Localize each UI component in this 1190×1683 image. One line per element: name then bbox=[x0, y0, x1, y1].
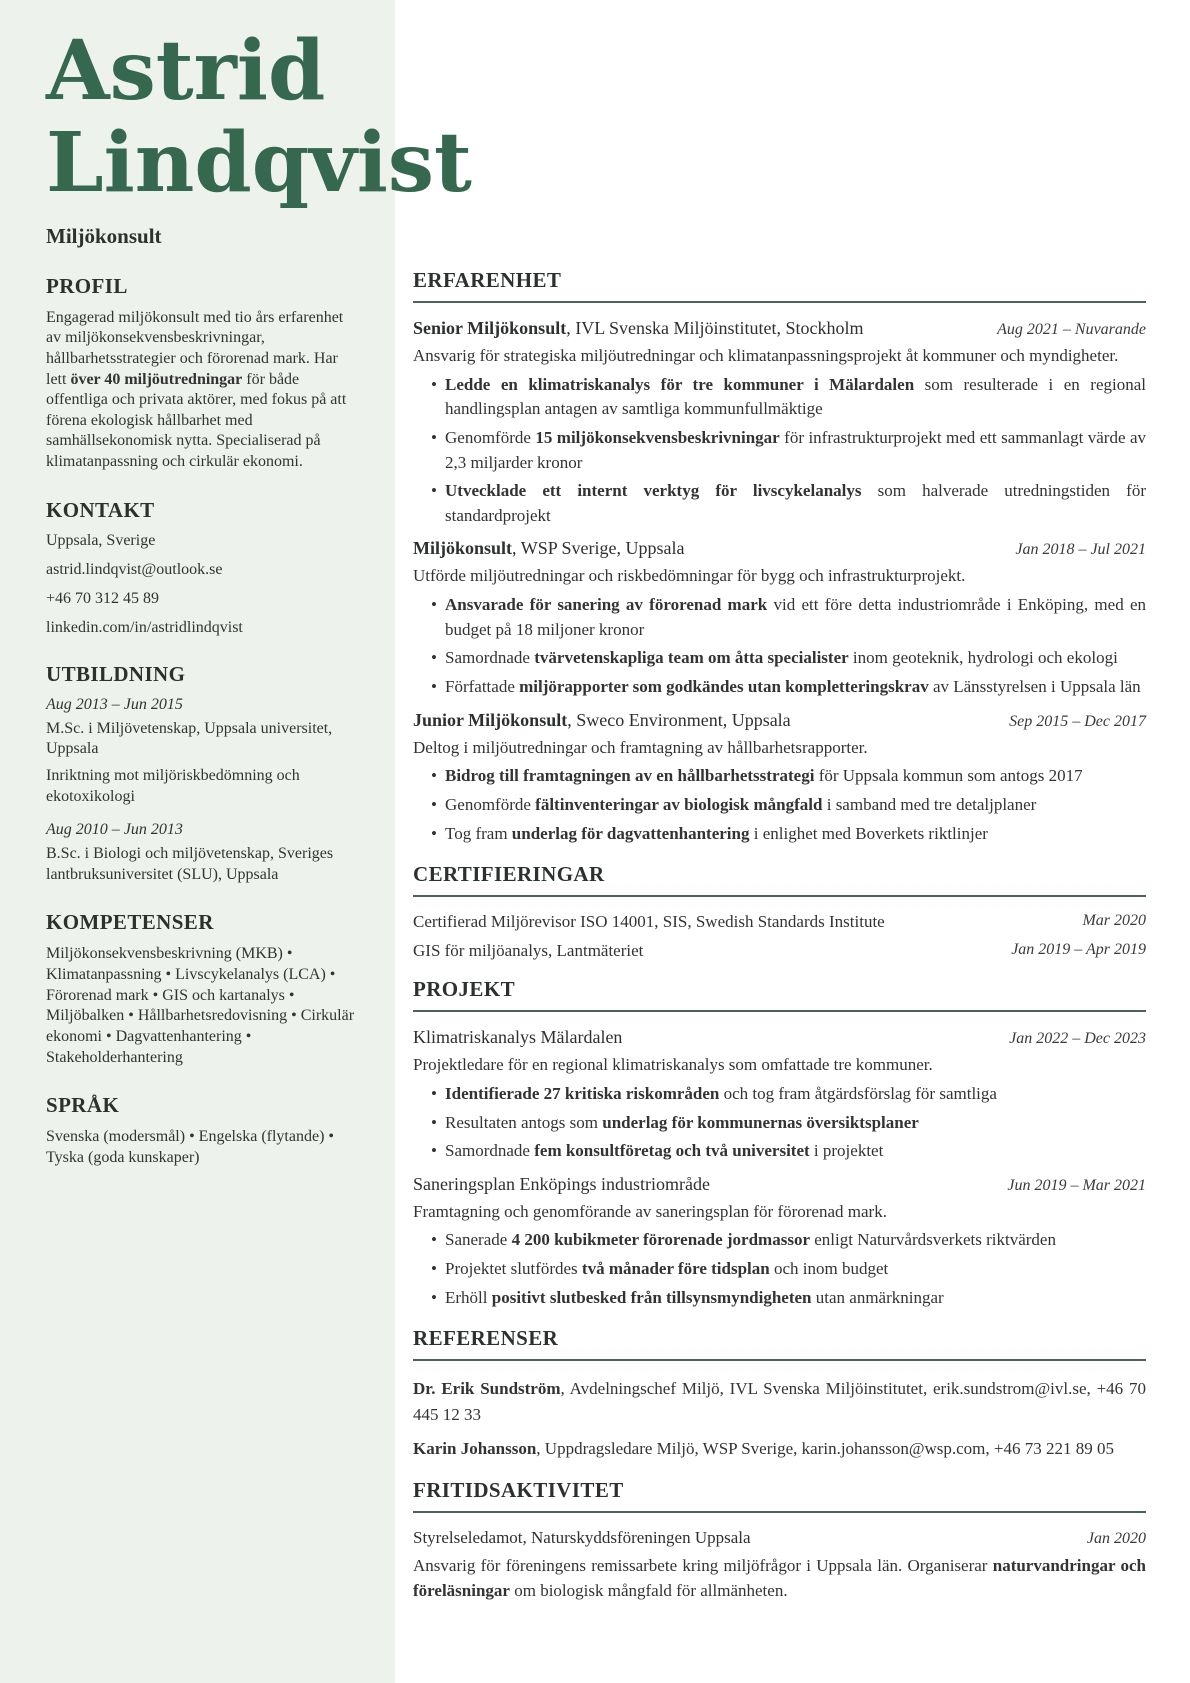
project-summary: Framtagning och genomförande av saneringsplan för förorenad mark. bbox=[413, 1201, 887, 1221]
references-heading: REFERENSER bbox=[413, 1326, 1146, 1361]
leisure-date: Jan 2020 bbox=[1086, 1529, 1146, 1547]
certification-row bbox=[413, 912, 1146, 932]
job-summary: Ansvarig för strategiska miljöutredningar och klimatanpassningsprojekt åt kommuner och myndigheter. bbox=[413, 346, 1119, 365]
experience-entry bbox=[413, 318, 1146, 528]
job-title-line bbox=[413, 318, 864, 339]
project-title: Klimatriskanalys Mälardalen bbox=[413, 1027, 623, 1048]
job-bullets bbox=[429, 373, 1146, 529]
job-bullet: • Ledde en klimatriskanalys för tre kommuner i Mälardalen som resulterade i en regional handlingsplan antagen av samtliga kommunfullmäktige bbox=[429, 373, 1146, 422]
job-bullets bbox=[429, 764, 1146, 846]
job-date: Sep 2015 – Dec 2017 bbox=[1009, 712, 1146, 730]
job-bullet: • Författade miljörapporter som godkändes utan kompletteringskrav av Länsstyrelsen i Uppsala län bbox=[429, 675, 1146, 700]
skills-heading: KOMPETENSER bbox=[46, 910, 214, 935]
project-bullets bbox=[429, 1082, 1146, 1164]
profile-text: Engagerad miljökonsult med tio års erfarenhet av miljökonsekvensbeskrivningar, hållbarhetsstrategier och förorenad mark. Har lett över 40 miljöutredningar för både offentliga och privata aktörer, med fokus på att förena ekologisk hållbarhet med samhällsekonomisk nytta. Specialiserad på klimatanpassning och cirkulär ekonomi. bbox=[46, 308, 347, 471]
entry-header bbox=[413, 710, 1146, 731]
education-date: Aug 2010 – Jun 2013 bbox=[46, 820, 183, 838]
job-role: Miljökonsult bbox=[413, 538, 513, 559]
job-bullets bbox=[429, 593, 1146, 700]
person-job-title: Miljökonsult bbox=[46, 223, 162, 248]
job-bullet: • Utvecklade ett internt verktyg för livscykelanalys som halverade utredningstiden för standardprojekt bbox=[429, 479, 1146, 528]
job-org: , WSP Sverige, Uppsala bbox=[512, 538, 685, 559]
certification-date: Jan 2019 – Apr 2019 bbox=[1011, 941, 1146, 959]
certification-date: Mar 2020 bbox=[1082, 912, 1146, 930]
job-summary: Deltog i miljöutredningar och framtagning av hållbarhetsrapporter. bbox=[413, 737, 868, 757]
leisure-section bbox=[413, 1478, 1146, 1604]
project-date: Jun 2019 – Mar 2021 bbox=[1007, 1176, 1146, 1194]
certification-title: GIS för miljöanalys, Lantmäteriet bbox=[413, 941, 644, 961]
job-date: Aug 2021 – Nuvarande bbox=[997, 321, 1146, 338]
person-last-name: Lindqvist bbox=[46, 114, 472, 211]
education-degree: M.Sc. i Miljövetenskap, Uppsala universitet, Uppsala bbox=[46, 719, 333, 758]
job-title-line bbox=[413, 710, 791, 731]
certification-title: Certifierad Miljörevisor ISO 14001, SIS, Swedish Standards Institute bbox=[413, 912, 885, 932]
project-entry bbox=[413, 1174, 1146, 1311]
job-title-line bbox=[413, 538, 685, 559]
project-date: Jan 2022 – Dec 2023 bbox=[1009, 1030, 1146, 1048]
leisure-description: Ansvarig för föreningens remissarbete kring miljöfrågor i Uppsala län. Organiserar naturvandringar och föreläsningar om biologisk mångfald för allmänheten. bbox=[413, 1555, 1146, 1601]
leisure-title: Styrelseledamot, Naturskyddsföreningen Uppsala bbox=[413, 1527, 751, 1547]
project-title: Saneringsplan Enköpings industriområde bbox=[413, 1173, 710, 1194]
languages-heading: SPRÅK bbox=[46, 1093, 120, 1118]
skills-list: Miljökonsekvensbeskrivning (MKB) • Klimatanpassning • Livscykelanalys (LCA) • Förorenad mark • GIS och kartanalys • Miljöbalken • Hållbarhetsredovisning • Cirkulär ekonomi • Dagvattenhantering • Stakeholderhantering bbox=[46, 945, 355, 1066]
certifications-heading: CERTIFIERINGAR bbox=[413, 862, 1146, 897]
job-role: Senior Miljökonsult bbox=[413, 318, 567, 338]
leisure-heading: FRITIDSAKTIVITET bbox=[413, 1478, 1146, 1513]
project-bullet: • Projektet slutfördes två månader före tidsplan och inom budget bbox=[429, 1257, 1146, 1282]
education-note: Inriktning mot miljöriskbedömning och ekotoxikologi bbox=[46, 767, 300, 806]
job-bullet: • Tog fram underlag för dagvattenhantering i enlighet med Boverkets riktlinjer bbox=[429, 822, 1146, 847]
entry-header bbox=[413, 1528, 1146, 1548]
job-bullet: • Genomförde fältinventeringar av biologisk mångfald i samband med tre detaljplaner bbox=[429, 793, 1146, 818]
entry-header bbox=[413, 1027, 1146, 1048]
experience-entry bbox=[413, 710, 1146, 847]
profile-heading: PROFIL bbox=[46, 273, 128, 298]
entry-header bbox=[413, 538, 1146, 559]
person-name bbox=[46, 23, 472, 211]
project-bullet: • Sanerade 4 200 kubikmeter förorenade jordmassor enligt Naturvårdsverkets riktvärden bbox=[429, 1228, 1146, 1253]
contact-linkedin: linkedin.com/in/astridlindqvist bbox=[46, 618, 243, 636]
job-bullet: • Ansvarade för sanering av förorenad mark vid ett före detta industriområde i Enköping, med en budget på 18 miljoner kronor bbox=[429, 593, 1146, 642]
entry-header bbox=[413, 318, 1146, 339]
projects-heading: PROJEKT bbox=[413, 977, 1146, 1012]
project-bullet: • Identifierade 27 kritiska riskområden och tog fram åtgärdsförslag för samtliga bbox=[429, 1082, 1146, 1107]
experience-section bbox=[413, 268, 1146, 846]
job-date: Jan 2018 – Jul 2021 bbox=[1015, 541, 1146, 559]
education-heading: UTBILDNING bbox=[46, 661, 186, 686]
main-content bbox=[395, 0, 1190, 1683]
education-entry bbox=[46, 821, 361, 886]
project-summary: Projektledare för en regional klimatriskanalys som omfattade tre kommuner. bbox=[413, 1055, 933, 1075]
project-bullet: • Resultaten antogs som underlag för kommunernas översiktsplaner bbox=[429, 1111, 1146, 1136]
job-bullet: • Samordnade tvärvetenskapliga team om åtta specialister inom geoteknik, hydrologi och ekologi bbox=[429, 646, 1146, 671]
experience-entry bbox=[413, 538, 1146, 699]
job-bullet: • Bidrog till framtagningen av en hållbarhetsstrategi för Uppsala kommun som antogs 2017 bbox=[429, 764, 1146, 789]
certifications-section bbox=[413, 862, 1146, 961]
experience-heading: ERFARENHET bbox=[413, 268, 1146, 303]
projects-section bbox=[413, 977, 1146, 1310]
job-role: Junior Miljökonsult bbox=[413, 709, 568, 730]
certification-row bbox=[413, 941, 1146, 961]
project-bullets bbox=[429, 1228, 1146, 1310]
reference-item: Karin Johansson, Uppdragsledare Miljö, WSP Sverige, karin.johansson@wsp.com, +46 73 221 89 05 bbox=[413, 1439, 1114, 1459]
job-org: , Sweco Environment, Uppsala bbox=[567, 709, 791, 730]
education-degree: B.Sc. i Biologi och miljövetenskap, Sveriges lantbruksuniversitet (SLU), Uppsala bbox=[46, 844, 334, 883]
job-bullet: • Genomförde 15 miljökonsekvensbeskrivningar för infrastrukturprojekt med ett sammanlagt värde av 2,3 miljarder kronor bbox=[429, 426, 1146, 475]
project-entry bbox=[413, 1027, 1146, 1164]
education-date: Aug 2013 – Jun 2015 bbox=[46, 695, 183, 713]
job-summary: Utförde miljöutredningar och riskbedömningar för bygg och infrastrukturprojekt. bbox=[413, 566, 966, 586]
contact-email: astrid.lindqvist@outlook.se bbox=[46, 560, 223, 578]
job-org: , IVL Svenska Miljöinstitutet, Stockholm bbox=[566, 318, 864, 338]
contact-location: Uppsala, Sverige bbox=[46, 531, 156, 549]
languages-list: Svenska (modersmål) • Engelska (flytande) • Tyska (goda kunskaper) bbox=[46, 1128, 335, 1166]
project-bullet: • Erhöll positivt slutbesked från tillsynsmyndigheten utan anmärkningar bbox=[429, 1286, 1146, 1311]
contact-phone: +46 70 312 45 89 bbox=[46, 589, 160, 607]
education-entry bbox=[46, 696, 361, 808]
references-section bbox=[413, 1326, 1146, 1462]
person-first-name: Astrid bbox=[46, 23, 326, 119]
entry-header bbox=[413, 1174, 1146, 1195]
reference-item: Dr. Erik Sundström, Avdelningschef Miljö, IVL Svenska Miljöinstitutet, erik.sundstrom@ivl.se, +46 70 445 12 33 bbox=[413, 1379, 1146, 1424]
contact-heading: KONTAKT bbox=[46, 497, 155, 522]
project-bullet: • Samordnade fem konsultföretag och två universitet i projektet bbox=[429, 1139, 1146, 1164]
